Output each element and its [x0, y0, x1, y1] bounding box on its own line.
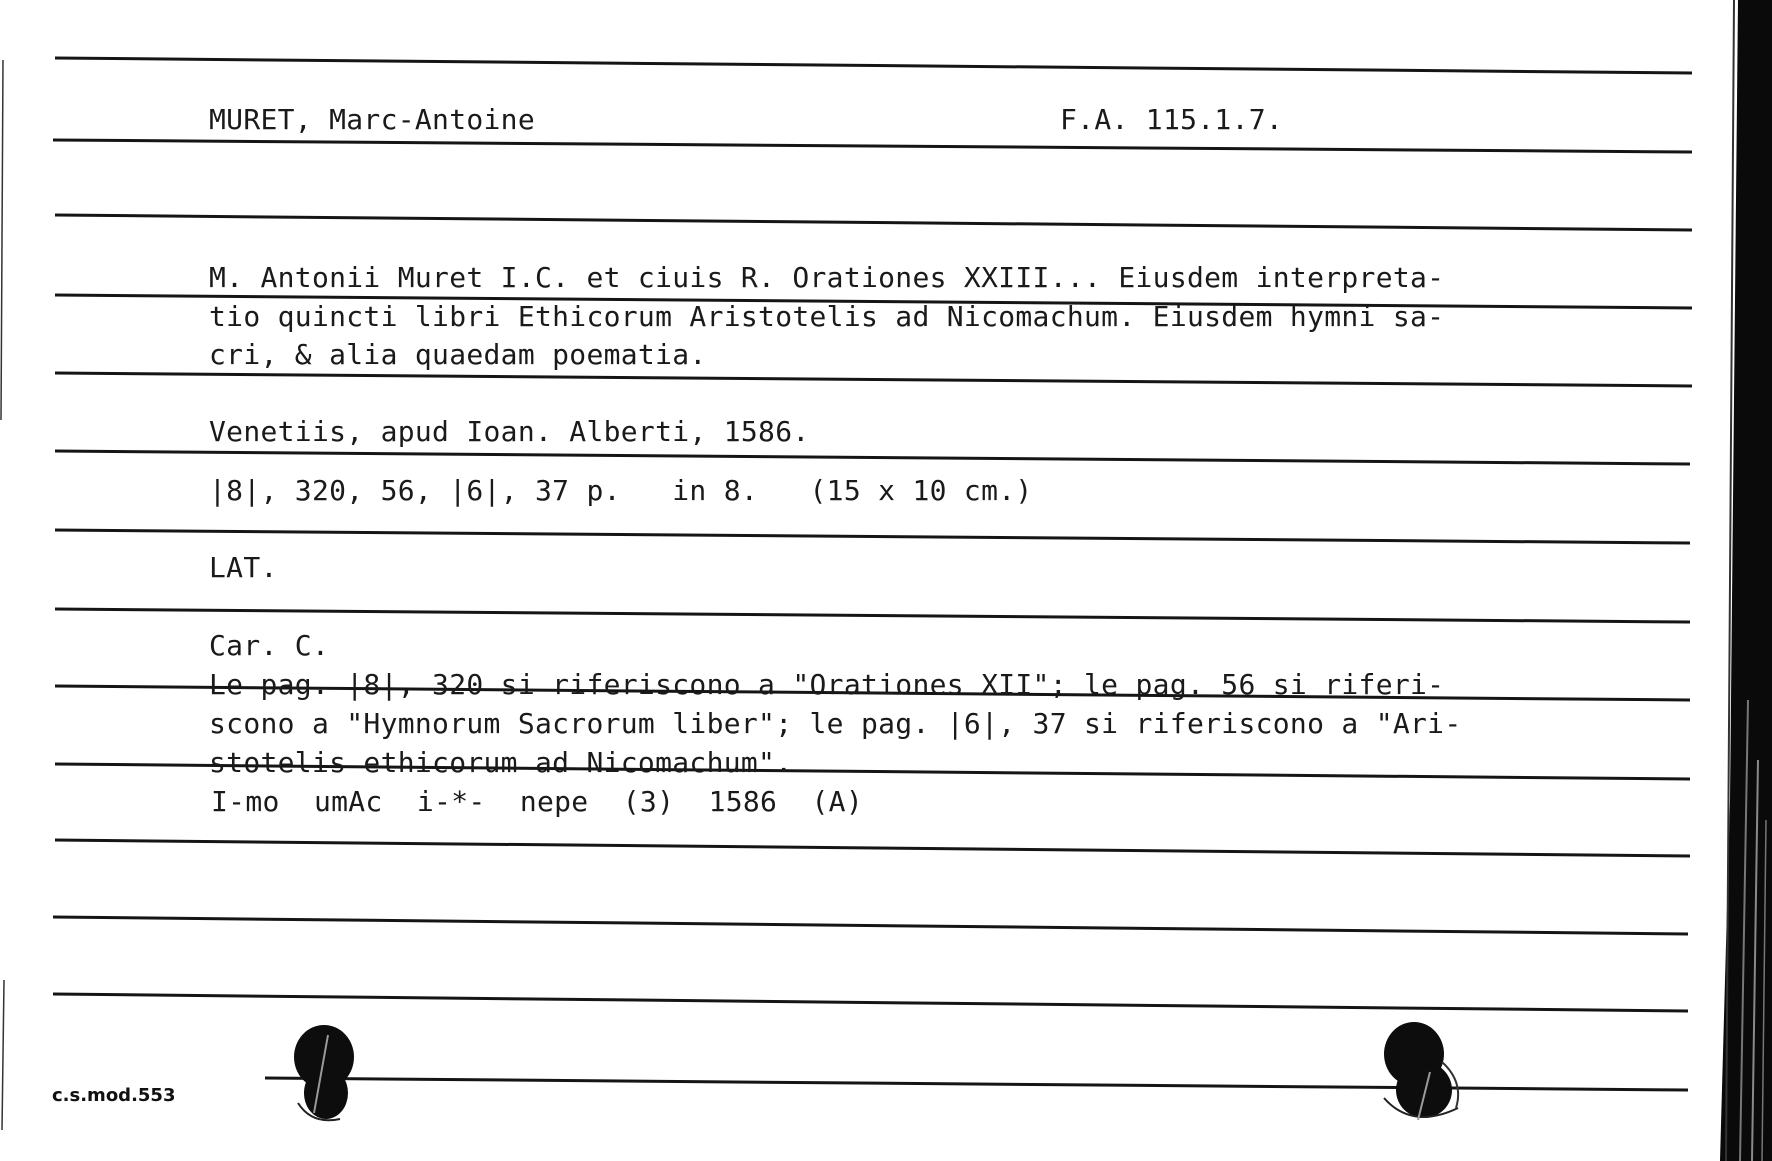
shelfmark: F.A. 115.1.7. [1060, 103, 1284, 136]
rule-line [55, 609, 1690, 622]
rule-line [55, 373, 1692, 386]
imprint: Venetiis, apud Ioan. Alberti, 1586. [209, 415, 810, 448]
rule-line [55, 840, 1690, 856]
language: LAT. [209, 551, 278, 584]
fingerprint: I-mo umAc i-*- nepe (3) 1586 (A) [211, 785, 863, 818]
punch-hole-right-icon [1372, 1012, 1472, 1127]
rule-line [53, 994, 1688, 1011]
typeface-note: Car. C. [209, 629, 330, 662]
rule-line [265, 1078, 1688, 1090]
collation: |8|, 320, 56, |6|, 37 p. in 8. (15 x 10 cm.) [209, 474, 1033, 507]
note-line: Le pag. |8|, 320 si riferiscono a "Orationes XII"; le pag. 56 si riferi- [209, 668, 1445, 701]
punch-hole-left-icon [288, 1015, 368, 1125]
title-line: M. Antonii Muret I.C. et ciuis R. Orationes XXIII... Eiusdem interpreta- [209, 261, 1445, 294]
author-heading: MURET, Marc-Antoine [209, 103, 535, 136]
rule-line [53, 917, 1688, 934]
form-code: c.s.mod.553 [52, 1085, 176, 1106]
rule-line [55, 215, 1692, 230]
note-line: scono a "Hymnorum Sacrorum liber"; le pag. |6|, 37 si riferiscono a "Ari- [209, 707, 1462, 740]
card-edge-left [0, 0, 10, 1161]
title-line: tio quincti libri Ethicorum Aristotelis ad Nicomachum. Eiusdem hymni sa- [209, 300, 1445, 333]
rule-line [55, 451, 1690, 464]
rule-line [55, 530, 1690, 543]
title-line: cri, & alia quaedam poematia. [209, 338, 707, 371]
rule-line [53, 140, 1692, 152]
note-line: stotelis ethicorum ad Nicomachum". [209, 746, 793, 779]
rule-line [55, 58, 1692, 73]
card-edge-shadow [1700, 0, 1772, 1161]
